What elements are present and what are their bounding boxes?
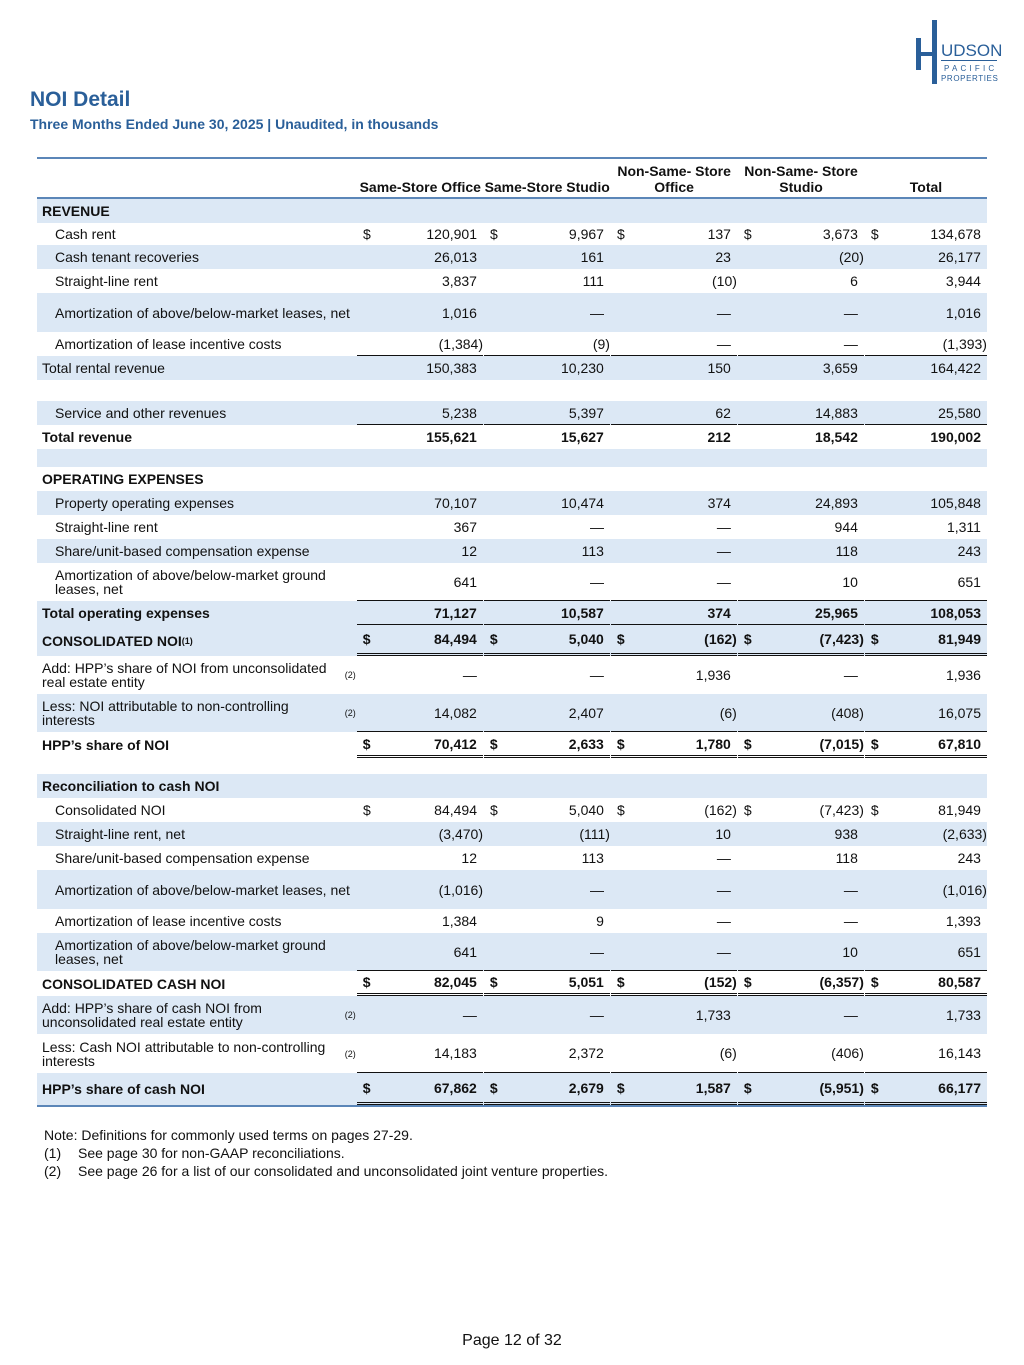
table-row bbox=[37, 539, 987, 563]
column-header: Non-Same- Store Office bbox=[617, 163, 731, 195]
table-cell: 23 bbox=[715, 249, 731, 265]
row-label: Amortization of above/below-market leases, net bbox=[55, 881, 350, 898]
table-cell: 212 bbox=[707, 429, 731, 445]
table-cell: 1,384 bbox=[441, 913, 477, 929]
table-cell: (111) bbox=[579, 826, 610, 842]
table-cell: — bbox=[611, 563, 737, 601]
row-label: Amortization of lease incentive costs bbox=[55, 336, 282, 352]
table-cell: — bbox=[716, 304, 731, 321]
table-cell: (6) bbox=[611, 694, 737, 732]
table-cell bbox=[738, 758, 864, 774]
row-label: Straight-line rent bbox=[55, 273, 158, 289]
note-text: Note: Definitions for commonly used terms on pages 27-29. bbox=[44, 1127, 413, 1143]
table-row bbox=[37, 846, 987, 870]
table-cell: 1,936 bbox=[945, 667, 981, 683]
table-cell: $ 9,967 bbox=[489, 226, 604, 242]
page-subtitle: Three Months Ended June 30, 2025 | Unaudited, in thousands bbox=[30, 116, 439, 132]
row-label: Straight-line rent bbox=[55, 519, 158, 535]
table-cell: — bbox=[484, 933, 610, 971]
table-cell: 374 bbox=[707, 495, 731, 511]
table-cell bbox=[738, 380, 864, 401]
table-cell: $ 80,587 bbox=[865, 971, 987, 996]
table-cell: 6 bbox=[850, 273, 858, 289]
table-row bbox=[37, 356, 987, 380]
table-cell: $ (162) bbox=[611, 625, 737, 656]
page-title: NOI Detail bbox=[30, 88, 131, 111]
row-label: REVENUE bbox=[42, 203, 110, 219]
row-label: HPP’s share of NOI bbox=[42, 737, 170, 753]
table-cell: 18,542 bbox=[815, 429, 858, 445]
table-cell: $ (162) bbox=[616, 802, 737, 818]
row-label: Add: HPP’s share of cash NOI from unconsolidated real estate entity (2) bbox=[42, 1000, 356, 1030]
table-cell bbox=[357, 449, 483, 467]
table-cell: (1,393) bbox=[865, 332, 987, 356]
row-label: Cash rent bbox=[55, 226, 116, 242]
table-cell: 944 bbox=[834, 519, 858, 535]
table-cell: $ 2,679 bbox=[484, 1073, 610, 1105]
row-label: OPERATING EXPENSES bbox=[42, 471, 204, 487]
table-cell: 16,075 bbox=[865, 694, 987, 732]
table-cell: (2,633) bbox=[942, 826, 987, 842]
table-cell bbox=[611, 449, 737, 467]
table-cell: 10 bbox=[715, 826, 731, 842]
table-cell: 12 bbox=[461, 543, 477, 559]
table-cell: $ 82,045 bbox=[357, 971, 483, 996]
table-row bbox=[37, 601, 987, 625]
table-header bbox=[37, 159, 987, 199]
table-cell: 113 bbox=[581, 850, 604, 866]
table-cell: $ 81,949 bbox=[870, 802, 981, 818]
row-label: Less: Cash NOI attributable to non-controlling interests (2) bbox=[42, 1038, 356, 1069]
table-row bbox=[37, 223, 987, 245]
table-cell: — bbox=[462, 667, 477, 683]
table-cell: 5,238 bbox=[357, 401, 483, 425]
row-label: CONSOLIDATED NOI (1) bbox=[42, 632, 193, 649]
table-cell: 1,393 bbox=[945, 913, 981, 929]
table-cell bbox=[484, 380, 610, 401]
table-cell: — bbox=[843, 913, 858, 929]
table-cell: 26,013 bbox=[434, 249, 477, 265]
table-cell: — bbox=[589, 667, 604, 683]
row-label: Cash tenant recoveries bbox=[55, 249, 199, 265]
table-row bbox=[37, 625, 987, 656]
table-cell: $ 81,949 bbox=[865, 625, 987, 656]
table-cell: 26,177 bbox=[938, 249, 981, 265]
table-row bbox=[37, 332, 987, 356]
table-cell: — bbox=[611, 933, 737, 971]
table-cell: (9) bbox=[484, 332, 610, 356]
table-cell: 9 bbox=[596, 913, 604, 929]
table-cell: 25,965 bbox=[738, 601, 864, 625]
row-label: Add: HPP’s share of NOI from unconsolidated real estate entity (2) bbox=[42, 660, 356, 690]
row-label: Amortization of above/below-market ground leases, net bbox=[55, 937, 326, 967]
table-row bbox=[37, 732, 987, 758]
row-label: Total operating expenses bbox=[42, 605, 210, 621]
table-cell: $ (7,015) bbox=[738, 732, 864, 758]
row-label: Property operating expenses bbox=[55, 495, 234, 511]
table-cell: $ (6,357) bbox=[738, 971, 864, 996]
table-cell: — bbox=[843, 1007, 858, 1023]
table-cell: 1,016 bbox=[441, 304, 477, 321]
table-cell: 1,733 bbox=[945, 1007, 981, 1023]
table-cell: — bbox=[716, 850, 731, 866]
table-row bbox=[37, 199, 987, 223]
table-row bbox=[37, 758, 987, 774]
table-cell: 70,107 bbox=[434, 495, 477, 511]
table-cell: (10) bbox=[712, 273, 737, 289]
column-header: Same-Store Studio bbox=[484, 179, 610, 195]
table-cell: — bbox=[843, 667, 858, 683]
row-label: Share/unit-based compensation expense bbox=[55, 543, 310, 559]
table-cell: 2,407 bbox=[484, 694, 610, 732]
table-cell: 15,627 bbox=[561, 429, 604, 445]
row-label: Amortization of lease incentive costs bbox=[55, 913, 282, 929]
table-row bbox=[37, 798, 987, 822]
table-row bbox=[37, 774, 987, 798]
table-cell: (6) bbox=[611, 1034, 737, 1073]
table-cell: 10,587 bbox=[484, 601, 610, 625]
table-cell: — bbox=[716, 881, 731, 898]
table-row bbox=[37, 269, 987, 293]
row-label: HPP’s share of cash NOI bbox=[42, 1081, 205, 1097]
table-cell: 150,383 bbox=[426, 360, 477, 376]
table-cell: — bbox=[589, 519, 604, 535]
table-cell: $ 1,780 bbox=[611, 732, 737, 758]
table-row bbox=[37, 563, 987, 601]
table-row bbox=[37, 245, 987, 269]
table-cell bbox=[865, 380, 987, 401]
table-cell: — bbox=[484, 563, 610, 601]
table-cell: — bbox=[589, 304, 604, 321]
table-cell: (1,384) bbox=[357, 332, 483, 356]
table-cell: 24,893 bbox=[815, 495, 858, 511]
row-label: Amortization of above/below-market ground leases, net bbox=[55, 567, 326, 597]
table-cell: 367 bbox=[453, 519, 477, 535]
table-cell: — bbox=[716, 519, 731, 535]
table-cell: — bbox=[462, 1007, 477, 1023]
table-cell: 25,580 bbox=[865, 401, 987, 425]
table-cell: 118 bbox=[835, 850, 858, 866]
table-cell: 651 bbox=[865, 933, 987, 971]
table-cell: 161 bbox=[580, 249, 604, 265]
table-cell: $ 84,494 bbox=[363, 802, 477, 818]
table-cell: (408) bbox=[738, 694, 864, 732]
table-cell: 150 bbox=[707, 360, 731, 376]
table-cell bbox=[357, 758, 483, 774]
row-label bbox=[37, 380, 356, 401]
table-cell: $ 5,040 bbox=[484, 625, 610, 656]
table-cell: (1,016) bbox=[438, 881, 483, 898]
table-cell: $ 66,177 bbox=[865, 1073, 987, 1105]
table-cell: 651 bbox=[865, 563, 987, 601]
table-cell bbox=[357, 380, 483, 401]
table-cell: 111 bbox=[582, 273, 604, 289]
table-cell: 105,848 bbox=[930, 495, 981, 511]
row-label: Reconciliation to cash NOI bbox=[42, 778, 220, 794]
page-number: Page 12 of 32 bbox=[462, 1332, 562, 1349]
table-cell: $ 5,051 bbox=[484, 971, 610, 996]
svg-text:PROPERTIES: PROPERTIES bbox=[941, 74, 999, 83]
table-cell: — bbox=[716, 913, 731, 929]
table-cell bbox=[738, 449, 864, 467]
table-cell: 118 bbox=[835, 543, 858, 559]
table-row bbox=[37, 491, 987, 515]
table-row bbox=[37, 870, 987, 909]
column-header: Non-Same- Store Studio bbox=[744, 163, 858, 195]
row-label: Straight-line rent, net bbox=[55, 826, 185, 842]
table-cell: — bbox=[611, 332, 737, 356]
table-cell: $ 1,587 bbox=[611, 1073, 737, 1105]
table-row bbox=[37, 401, 987, 425]
table-cell: $ 2,633 bbox=[484, 732, 610, 758]
table-cell: 62 bbox=[611, 401, 737, 425]
table-cell bbox=[611, 380, 737, 401]
table-cell: — bbox=[589, 881, 604, 898]
table-cell: 108,053 bbox=[865, 601, 987, 625]
table-cell: 5,397 bbox=[484, 401, 610, 425]
table-row bbox=[37, 822, 987, 846]
table-cell: 1,733 bbox=[695, 1007, 731, 1023]
column-header: Total bbox=[909, 179, 943, 195]
table-row bbox=[37, 1073, 987, 1105]
table-cell: — bbox=[843, 881, 858, 898]
table-cell: 164,422 bbox=[930, 360, 981, 376]
table-row bbox=[37, 425, 987, 449]
table-cell: $ 5,040 bbox=[489, 802, 604, 818]
row-label: Consolidated NOI bbox=[55, 802, 166, 818]
table-cell: 14,883 bbox=[738, 401, 864, 425]
table-cell: $ 120,901 bbox=[363, 226, 477, 242]
table-cell: 641 bbox=[357, 563, 483, 601]
table-cell: 71,127 bbox=[357, 601, 483, 625]
table-row bbox=[37, 515, 987, 539]
table-cell: — bbox=[589, 1007, 604, 1023]
table-cell: $ 67,862 bbox=[357, 1073, 483, 1105]
table-cell: $ 70,412 bbox=[357, 732, 483, 758]
row-label: Share/unit-based compensation expense bbox=[55, 850, 310, 866]
table-cell: $ (5,951) bbox=[738, 1073, 864, 1105]
table-cell: 2,372 bbox=[484, 1034, 610, 1073]
table-row bbox=[37, 380, 987, 401]
table-cell: 374 bbox=[611, 601, 737, 625]
table-cell: 10,474 bbox=[561, 495, 604, 511]
table-cell: 10,230 bbox=[561, 360, 604, 376]
table-row bbox=[37, 694, 987, 732]
row-label bbox=[37, 758, 356, 774]
table-cell: 641 bbox=[357, 933, 483, 971]
svg-text:UDSON: UDSON bbox=[941, 41, 1003, 60]
table-cell bbox=[865, 758, 987, 774]
table-cell: (1,016) bbox=[942, 881, 987, 898]
table-cell: — bbox=[843, 304, 858, 321]
table-cell: $ (152) bbox=[611, 971, 737, 996]
table-cell: 938 bbox=[834, 826, 858, 842]
table-row bbox=[37, 1034, 987, 1073]
footnotes bbox=[44, 1126, 608, 1180]
table-cell: 190,002 bbox=[930, 429, 981, 445]
table-cell: (20) bbox=[838, 249, 864, 265]
table-cell: 243 bbox=[957, 543, 981, 559]
table-cell: 1,936 bbox=[695, 667, 731, 683]
table-cell: (3,470) bbox=[438, 826, 483, 842]
footnote-1: (1) See page 30 for non-GAAP reconciliations. bbox=[44, 1145, 345, 1161]
table-cell: 113 bbox=[581, 543, 604, 559]
table-cell: (406) bbox=[738, 1034, 864, 1073]
column-header: Same-Store Office bbox=[359, 179, 481, 195]
table-cell: 1,016 bbox=[945, 304, 981, 321]
table-cell: 3,944 bbox=[945, 273, 981, 289]
table-cell: 243 bbox=[957, 850, 981, 866]
table-cell: 1,311 bbox=[946, 519, 981, 535]
table-cell: $ (7,423) bbox=[738, 625, 864, 656]
table-cell bbox=[865, 449, 987, 467]
table-cell: $ 67,810 bbox=[865, 732, 987, 758]
row-label: CONSOLIDATED CASH NOI bbox=[42, 975, 226, 992]
row-label bbox=[37, 449, 356, 467]
footnote-2: (2) See page 26 for a list of our consolidated and unconsolidated joint venture properties. bbox=[44, 1163, 609, 1179]
row-label: Total rental revenue bbox=[42, 360, 165, 376]
table-row bbox=[37, 293, 987, 332]
table-cell: 3,659 bbox=[822, 360, 858, 376]
table-cell: — bbox=[716, 543, 731, 559]
table-cell: 10 bbox=[738, 933, 864, 971]
table-cell: — bbox=[738, 332, 864, 356]
table-cell bbox=[611, 758, 737, 774]
table-row bbox=[37, 909, 987, 933]
row-label: Service and other revenues bbox=[55, 405, 227, 421]
table-cell bbox=[484, 449, 610, 467]
table-cell: 10 bbox=[738, 563, 864, 601]
table-row bbox=[37, 996, 987, 1034]
hudson-pacific-logo bbox=[914, 20, 1004, 84]
table-cell: $ (7,423) bbox=[743, 802, 864, 818]
row-label: Amortization of above/below-market leases, net bbox=[55, 304, 350, 321]
row-label: Total revenue bbox=[42, 429, 132, 445]
table-row bbox=[37, 449, 987, 467]
table-cell: 14,082 bbox=[357, 694, 483, 732]
table-row bbox=[37, 971, 987, 996]
table-cell: 14,183 bbox=[357, 1034, 483, 1073]
table-cell: $ 137 bbox=[616, 226, 731, 242]
table-cell: 16,143 bbox=[865, 1034, 987, 1073]
noi-detail-table bbox=[37, 157, 987, 1107]
table-cell: $ 134,678 bbox=[870, 226, 981, 242]
svg-text:PACIFIC: PACIFIC bbox=[944, 64, 998, 73]
table-row bbox=[37, 656, 987, 694]
table-cell bbox=[484, 758, 610, 774]
table-cell: $ 84,494 bbox=[357, 625, 483, 656]
table-row bbox=[37, 467, 987, 491]
table-row bbox=[37, 933, 987, 971]
row-label: Less: NOI attributable to non-controlling interests (2) bbox=[42, 698, 356, 728]
table-cell: 155,621 bbox=[426, 429, 477, 445]
table-cell: $ 3,673 bbox=[743, 226, 858, 242]
table-cell: 3,837 bbox=[441, 273, 477, 289]
table-cell: 12 bbox=[461, 850, 477, 866]
